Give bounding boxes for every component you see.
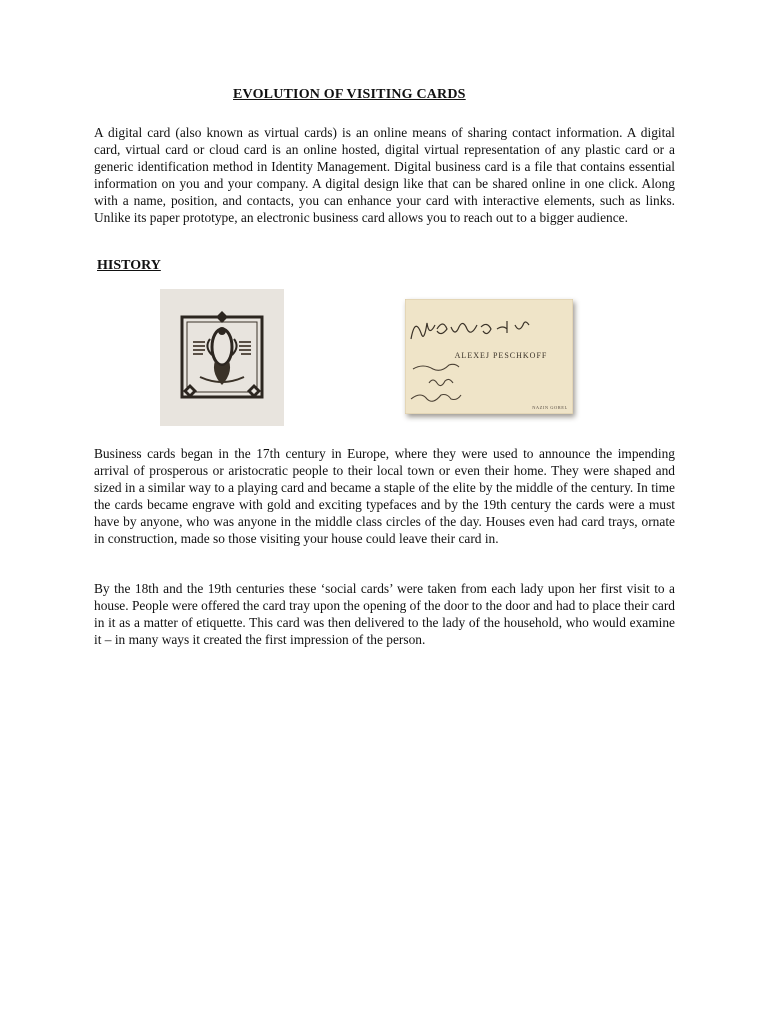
calling-card-name: ALEXEJ PESCHKOFF	[454, 351, 548, 360]
engraved-card-image	[160, 289, 284, 426]
intro-paragraph: A digital card (also known as virtual cards) is an online means of sharing contact information. A digital card, virtual card or cloud card is an online hosted, digital virtual representation of any plastic card or a generic identification method in Identity Management. Digital business card is a file that contains essential information on you and your company. A digital design like that can be shared online in one click. Along with a name, position, and contacts, you can enhance your card with interactive elements, such as links. Unlike its paper prototype, an electronic business card allows you to reach out to a bigger audience.	[94, 125, 675, 225]
signed-calling-card-icon	[405, 299, 573, 414]
calling-card-maker-mark: NAZIN GOREL	[532, 405, 568, 410]
engraved-ornament-icon	[160, 289, 284, 426]
document-title: EVOLUTION OF VISITING CARDS	[233, 87, 466, 102]
calling-card-image	[405, 299, 573, 414]
history-paragraph-1: Business cards began in the 17th century in Europe, where they were used to announce the impending arrival of prosperous or aristocratic people to their local town or even their home. They were shaped and sized in a similar way to a playing card and became a staple of the elite by the middle of the century. In time the cards became engrave with gold and exciting typefaces and by the 19th century the cards were a must have by anyone, who was anyone in the middle class circles of the day. Houses even had card trays, ornate in construction, made so those visiting your house could leave their card in.	[94, 446, 675, 546]
history-heading: HISTORY	[97, 258, 161, 273]
history-paragraph-2: By the 18th and the 19th centuries these ‘social cards’ were taken from each lady upon her first visit to a house. People were offered the card tray upon the opening of the door to the door and had to place their card in it as a matter of etiquette. This card was then delivered to the lady of the household, who would examine it – in many ways it created the first impression of the person.	[94, 581, 675, 647]
